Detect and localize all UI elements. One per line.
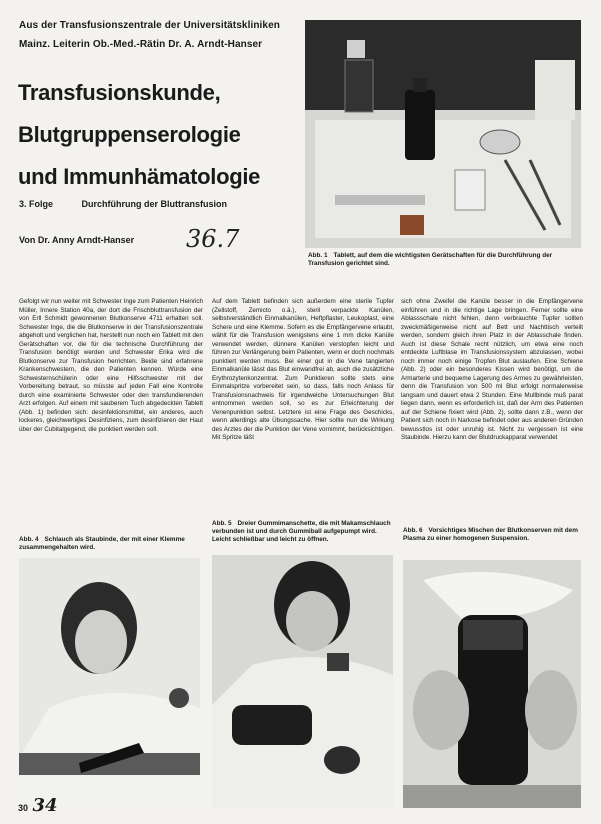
text-column-1: Gefolgt wir nun weiter mit Schwester Inge zum Patienten Heinrich Müller, Innere Station 40a, der dort die Frischbluttransfusion der von Erll Schmidt gewonnenen Blutkonserve 4711 erhalten soll. Schwester Inge, die die Blutkonserve in der Transfusionszentrale abgeholt und verglichen hat, herstellt nun noch ein Tablett mit den Gerätschaften vor, die für die technische Durchführung der Transfusion benötigt werden und Schwester Erika wird die Blutkonserve zur Transfusion herrichten. Beide sind erfahrene Krankenschwestern, die den Patienten kennen. Würde eine Schwesternschülerin oder eine Hilfsschwester mit der Vorbereitung betraut, so müsste auf jeden Fall eine Kontrolle durch eine examinierte Schwester oder den transfundierenden Arzt erfolgen. Auf einem mit sauberem Tuch abgedeckten Tablett (Abb. 1) befinden sich: desinfektionsmittel, ein anderes, auch lockeres, gleichwertiges Desinfiziens, zum desinfizieren der Haut über der Cubitalgegend, die punktiert werden soll. [19, 298, 203, 433]
caption-fig4-text: Schlauch als Staubinde, der mit einer Klemme zusammengehalten wird. [19, 536, 185, 551]
institution-line: Aus der Transfusionszentrale der Universitätskliniken [19, 20, 280, 31]
page-number-handwritten: 34 [32, 795, 58, 816]
page-number-prefix: 30 [18, 803, 29, 813]
mixing-photo [403, 560, 581, 808]
caption-fig5 [212, 520, 394, 544]
caption-fig5-text: Dreier Gummimanschette, die mit Makamschlauch verbunden ist und durch Gummiball aufgepumpt wird. Leicht schließbar und leicht zu öffnen. [212, 520, 391, 543]
caption-fig4 [19, 536, 201, 552]
tray-illustration [305, 20, 581, 248]
cuff-illustration [212, 555, 393, 808]
caption-fig1-label: Abb. 1 [308, 252, 328, 259]
caption-fig6-text: Vorsichtiges Mischen der Blutkonserven mit dem Plasma zu einer homogenen Suspension. [403, 527, 578, 542]
caption-fig4-label: Abb. 4 [19, 536, 39, 543]
caption-fig6 [403, 527, 583, 543]
author-byline: Von Dr. Anny Arndt-Hanser [19, 235, 135, 245]
page-number [18, 795, 58, 816]
tray-photo [305, 20, 581, 248]
series-line [19, 199, 253, 209]
title-line-1: Transfusionskunde, [18, 80, 221, 105]
caption-fig1 [308, 252, 580, 268]
mixing-illustration [403, 560, 581, 808]
institution-header [19, 20, 280, 57]
series-subtitle: Durchführung der Bluttransfusion [81, 199, 228, 209]
handwritten-note: 36.7 [186, 225, 240, 253]
caption-fig1-text: Tablett, auf dem die wichtigsten Gerätschaften für die Durchführung der Transfusion gerichtet sind. [308, 252, 553, 267]
tourniquet-illustration [19, 558, 200, 808]
caption-fig5-label: Abb. 5 [212, 520, 232, 527]
title-line-2: Blutgruppenserologie [18, 122, 241, 147]
text-column-3: sich ohne Zweifel die Kanüle besser in die Empfängervene einführen und in die richtige Lage bringen. Ferner sollte eine Ablassschale nicht fehlen, denn verbrauchte Tupfer sollten zweckmäßigerweise nicht auf Bett und Nachttisch verteilt werden, sondern gleich ihren Platz in der Ablasschale finden. Auch ist diese Schale recht nützlich, um etwa eine noch entdeckte Luftblase im Transfusionssystem abzulassen, wobei noch immer noch einige Tropfen Blut auslaufen. Eine Schiene (Abb. 2) oder ein besonderes Kissen wird benötigt, um die Armarterie und bequeme Lagerung des Armes zu gewährleisten, denn die Transfusion von 500 ml Blut erfolgt normalerweise langsam und dauert etwa 2 Stunden. Eine Mullbinde muß parat liegen dann, wenn es erforderlich ist, daß der Arm des Patienten auf der Schiene fixiert wird (Abb. 2), sollte dann z.B., wenn der Patient sich noch in Narkose befindet oder aus anderen Gründen bewusstlos ist oder unruhig ist. Nicht zu vergessen ist eine Staubinde. Hierzu kann der Blutdruckapparat verwendet [401, 298, 583, 441]
article-title [18, 72, 260, 198]
text-column-2: Auf dem Tablett befinden sich außerdem eine sterile Tupfer (Zellstoff, Zemicto o.ä.), steril verpackte Kanülen, selbstverständlich Einmalkanülen, Heftpflaster, Leukoplast, eine Schere und eine Klemme. Sofern es die Empfängervene erlaubt, wählt für die Transfusion wenigstens eine 1 mm dicke Kanüle verwendet werden, dünnere Kanülen verstopfen leicht und führen zur Verlängerung beim Patienten, wenn er doch nochmals punktiert werden muss. Bei einer gut in die Vene tangierten Einmalkanüle lässt das Blut einwandfrei ab, auch die zusätzliche Erythrozytenkonzentrat. Zum Punktieren sollte stets eine Einmalspritze vorbereitet sein, so dass, falls noch Anlass für Transfusionsnachweis für irgendwelche Untersuchungen Blut entnommen werden soll, so es zur Erleichterung der Venenpunktion selbst. Letztere ist eine Frage des Geschicks, wenn allerdings alte Übungssache. Hier sollte nun die Wirkung des Arztes der die Punktion der Vene vornimmt, berücksichtigen. Mit Spritze läßt [212, 298, 394, 441]
title-line-3: und Immunhämatologie [18, 164, 261, 189]
caption-fig6-label: Abb. 6 [403, 527, 423, 534]
location-line: Mainz. Leiterin Ob.-Med.-Rätin Dr. A. Arndt-Hanser [19, 38, 263, 50]
cuff-photo [212, 555, 393, 808]
series-part: 3. Folge [19, 199, 54, 209]
tourniquet-photo [19, 558, 200, 808]
